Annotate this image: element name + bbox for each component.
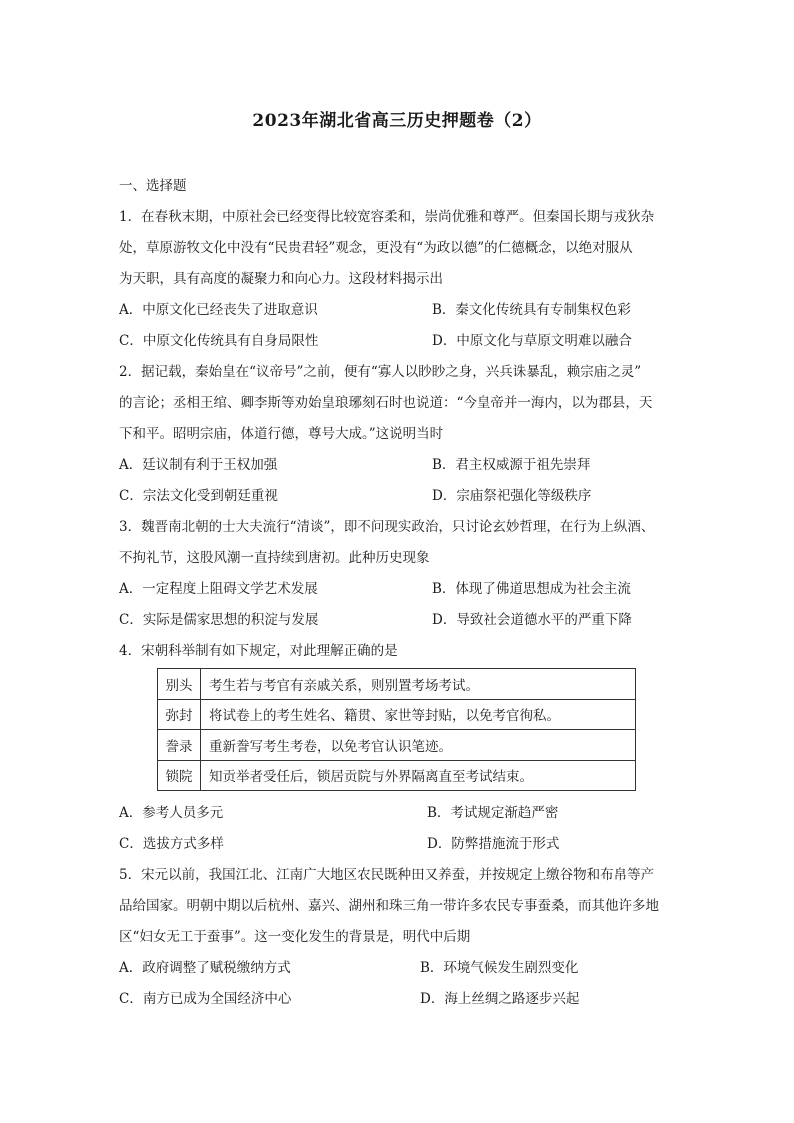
q1-stem-line: 1．在春秋末期，中原社会已经变得比较宽容柔和，崇尚优雅和尊严。但秦国长期与戎狄杂 — [119, 209, 655, 225]
rule-term: 别头 — [158, 669, 201, 700]
q5-option-c: C．南方已成为全国经济中心 — [119, 991, 292, 1007]
rule-term: 誊录 — [158, 730, 201, 761]
table-row — [158, 699, 636, 730]
q3-stem-line: 3．魏晋南北朝的士大夫流行“清谈”，即不问现实政治，只讨论玄妙哲理，在行为上纵酒、 — [119, 519, 655, 535]
rule-term: 弥封 — [158, 699, 201, 730]
rule-term: 锁院 — [158, 760, 201, 791]
q5-stem-line: 区“妇女无工于蚕事”。这一变化发生的背景是，明代中后期 — [119, 929, 471, 945]
q1-stem-line: 为天职，具有高度的凝聚力和向心力。这段材料揭示出 — [119, 271, 443, 287]
q4-option-c: C．选拔方式多样 — [119, 836, 224, 852]
q5-option-d: D．海上丝绸之路逐步兴起 — [420, 991, 580, 1007]
table-row — [158, 669, 636, 700]
q2-stem-line: 的言论；丞相王绾、卿李斯等劝始皇琅琊刻石时也说道：“今皇帝并一海内，以为郡县，天 — [119, 395, 653, 411]
q3-option-b: B．体现了佛道思想成为社会主流 — [432, 581, 631, 597]
q2-stem-line: 2．据记载，秦始皇在“议帝号”之前，便有“寡人以眇眇之身，兴兵诛暴乱，赖宗庙之灵” — [119, 364, 642, 380]
q5-option-b: B．环境气候发生剧烈变化 — [420, 960, 579, 976]
q2-option-a: A．廷议制有利于王权加强 — [119, 457, 278, 473]
keju-rules-table — [157, 668, 636, 791]
q5-stem-line: 5．宋元以前，我国江北、江南广大地区农民既种田又养蚕，并按规定上缴谷物和布帛等产 — [119, 867, 655, 883]
page-title: 2023年湖北省高三历史押题卷（2） — [252, 111, 542, 131]
q1-option-b: B．秦文化传统具有专制集权色彩 — [432, 302, 631, 318]
table-row — [158, 730, 636, 761]
q4-stem-line: 4．宋朝科举制有如下规定，对此理解正确的是 — [119, 643, 398, 659]
q1-option-d: D．中原文化与草原文明难以融合 — [432, 333, 632, 349]
rule-desc: 重新誊写考生考卷，以免考官认识笔迹。 — [201, 730, 636, 761]
q3-option-d: D．导致社会道德水平的严重下降 — [432, 612, 632, 628]
q4-option-a: A．参考人员多元 — [119, 805, 224, 821]
q5-option-a: A．政府调整了赋税缴纳方式 — [119, 960, 291, 976]
q3-stem-line: 不拘礼节，这股风潮一直持续到唐初。此种历史现象 — [119, 550, 430, 566]
q2-option-d: D．宗庙祭祀强化等级秩序 — [432, 488, 592, 504]
q2-option-c: C．宗法文化受到朝廷重视 — [119, 488, 278, 504]
rule-desc: 知贡举者受任后，锁居贡院与外界隔离直至考试结束。 — [201, 760, 636, 791]
q5-stem-line: 品给国家。明朝中期以后杭州、嘉兴、湖州和珠三角一带许多农民专事蚕桑，而其他许多地 — [119, 898, 659, 914]
table-row — [158, 760, 636, 791]
q1-option-c: C．中原文化传统具有自身局限性 — [119, 333, 319, 349]
q4-option-b: B．考试规定渐趋严密 — [427, 805, 559, 821]
rule-desc: 考生若与考官有亲戚关系，则别置考场考试。 — [201, 669, 636, 700]
q1-option-a: A．中原文化已经丧失了进取意识 — [119, 302, 318, 318]
q3-option-c: C．实际是儒家思想的积淀与发展 — [119, 612, 319, 628]
rule-desc: 将试卷上的考生姓名、籍贯、家世等封贴，以免考官徇私。 — [201, 699, 636, 730]
q1-stem-line: 处，草原游牧文化中没有“民贵君轻”观念，更没有“为政以德”的仁德概念，以绝对服从 — [119, 240, 633, 256]
section-heading: 一、选择题 — [119, 178, 187, 194]
q2-option-b: B．君主权威源于祖先崇拜 — [432, 457, 591, 473]
q4-option-d: D．防弊措施流于形式 — [427, 836, 560, 852]
q2-stem-line: 下和平。昭明宗庙，体道行德，尊号大成。”这说明当时 — [119, 426, 444, 442]
q3-option-a: A．一定程度上阻碍文学艺术发展 — [119, 581, 318, 597]
